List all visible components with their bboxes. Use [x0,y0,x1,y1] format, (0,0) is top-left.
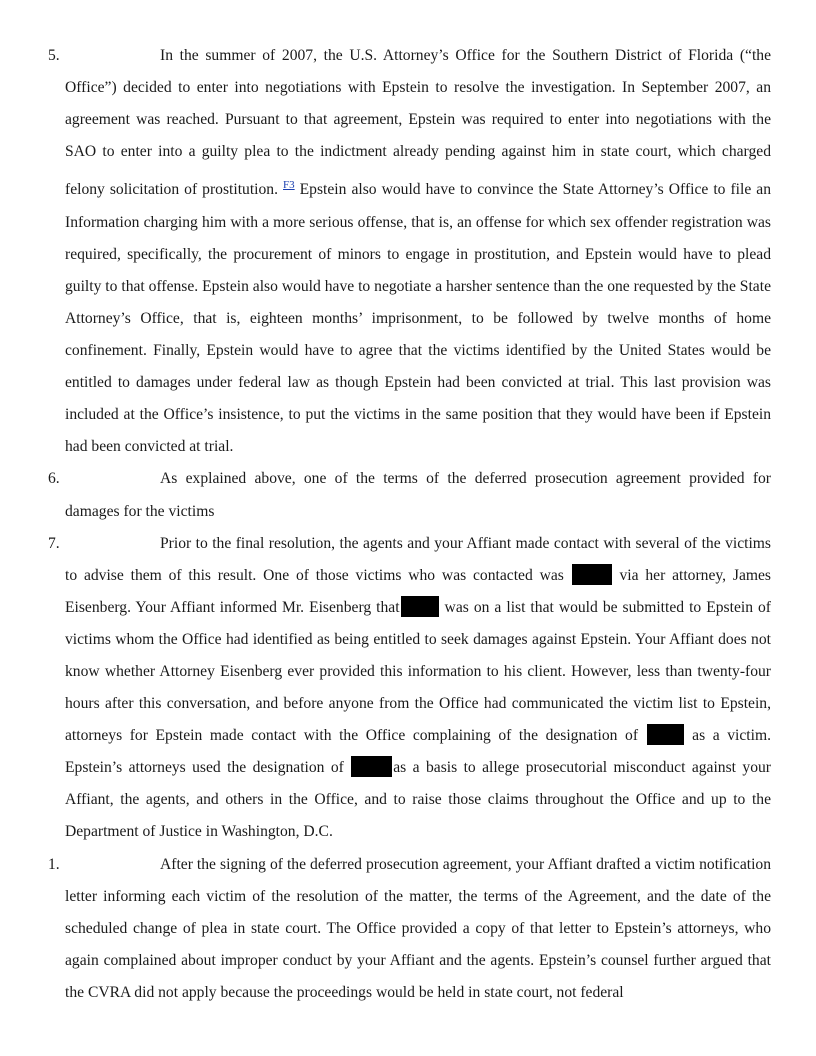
paragraph-body [65,528,771,849]
redaction-box [401,596,439,617]
paragraph-text: Prior to the final resolution, the agents and your Affiant made contact with several of the victims to advise them of this result. One of those victims who was contacted was [65,534,771,584]
paragraph-body: After the signing of the deferred prosecution agreement, your Affiant drafted a victim notification letter informing each victim of the resolution of the matter, the terms of the Agreement, and the date of the scheduled change of plea in state court. The Office provided a copy of that letter to Epstein’s attorneys, who again complained about improper conduct by your Affiant and the agents. Epstein’s counsel further argued that the CVRA did not apply because the proceedings would be held in state court, not federal [65,855,771,1001]
paragraph-text: In the summer of 2007, the U.S. Attorney’s Office for the Southern District of Florida (“the Office”) decided to enter into negotiations with Epstein to resolve the investigation. In September 2007, an agreement was reached. Pursuant to that agreement, Epstein was required to enter into negotiations with the SAO to enter into a guilty plea to the indictment already pending against him in state court, which charged felony solicitation of prostitution. [65,47,771,199]
paragraph-6 [0,463,816,527]
paragraph-7 [0,528,816,849]
redaction-box [351,756,392,777]
paragraph-number: 5. [48,47,60,64]
paragraph-body [65,40,771,463]
redaction-box [647,724,684,745]
paragraph-text: was on a list that would be submitted to Epstein of victims whom the Office had identified as being entitled to seek damages against Epstein. Your Affiant does not know whether Attorney Eisenberg ever provided this information to his client. However, less than twenty-four hours after this conversation, and before anyone from the Office had communicated the victim list to Epstein, attorneys for Epstein made contact with the Office complaining of the designation of [65,598,771,745]
paragraph-number: 1. [48,855,60,873]
redaction-box [572,564,612,585]
paragraph-text: as a basis to allege prosecutorial misconduct against your Affiant, the agents, and others in the Office, and to raise those claims throughout the Office and up to the Department of Justice in Washington, D.C. [65,759,771,841]
document-page [0,40,816,1009]
paragraph-number: 6. [48,470,60,488]
paragraph-text: as a victim. Epstein’s attorneys used the designation of [65,727,771,777]
paragraph-text: Epstein also would have to convince the State Attorney’s Office to file an Information charging him with a more serious offense, that is, an offense for which sex offender registration was required, specifically, the procurement of minors to engage in prostitution, and Epstein would have to plead guilty to that offense. Epstein also would have to negotiate a harsher sentence than the one requested by the State Attorney’s Office, that is, eighteen months’ imprisonment, to be followed by twelve months of home confinement. Finally, Epstein would have to agree that the victims identified by the United States would be entitled to damages under federal law as though Epstein had been convicted at trial. This last provision was included at the Office’s insistence, to put the victims in the same position that they would have been if Epstein had been convicted at trial. [65,181,771,456]
paragraph-body: As explained above, one of the terms of the deferred prosecution agreement provided for damages for the victims [65,470,771,520]
footnote-link[interactable]: F3 [283,179,295,192]
paragraph-8 [0,849,816,1009]
paragraph-5 [0,40,816,463]
paragraph-number: 7. [48,534,60,552]
paragraph-text: via her attorney, James Eisenberg. Your Affiant informed Mr. Eisenberg that [65,566,772,616]
